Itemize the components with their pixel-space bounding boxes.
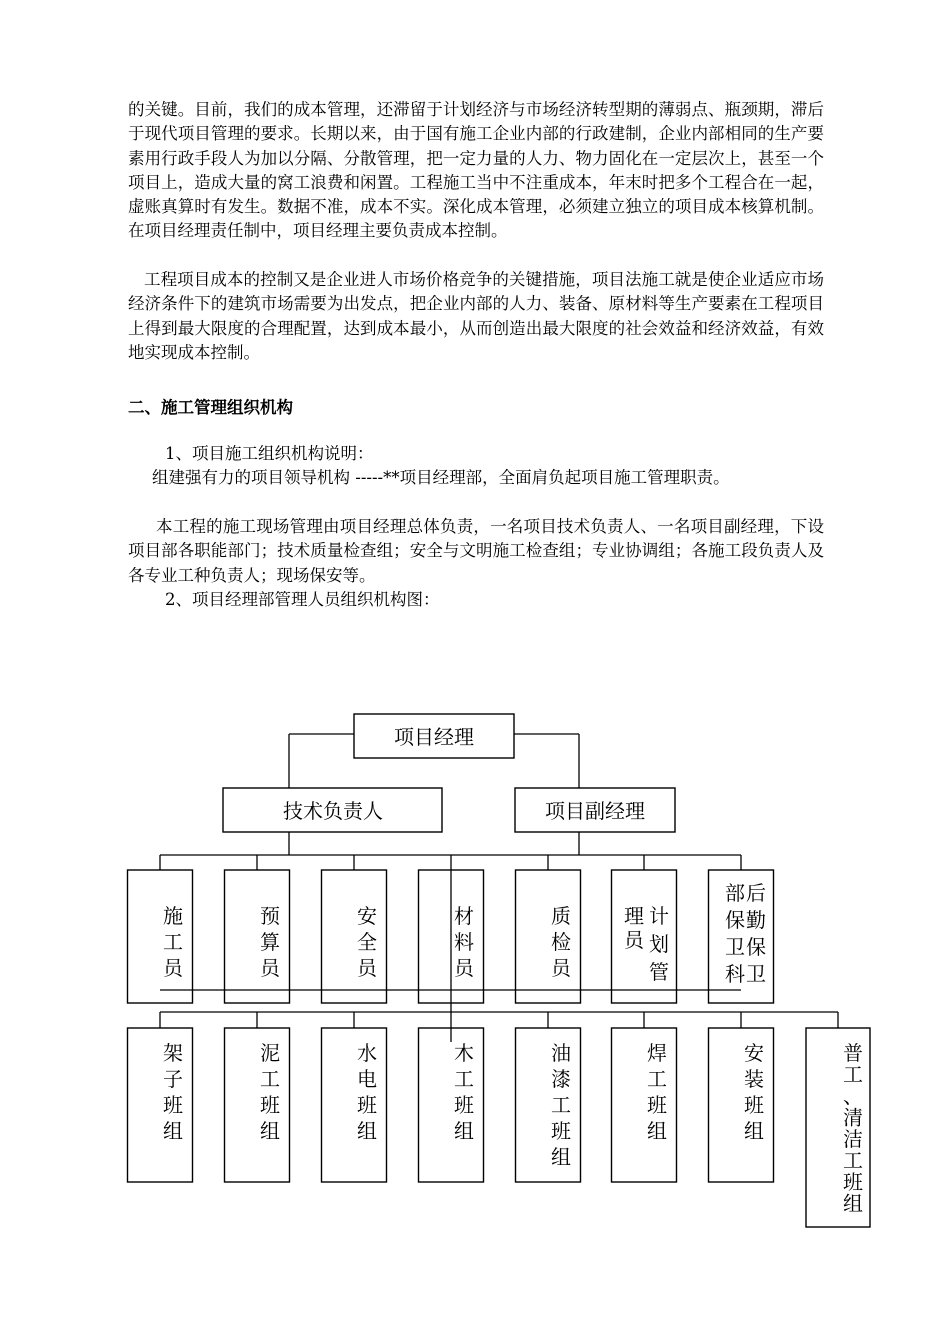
svg-text:划: 划	[649, 932, 669, 956]
label-staff-3	[357, 904, 379, 980]
svg-text:组: 组	[647, 1119, 667, 1143]
svg-text:工: 工	[454, 1067, 474, 1091]
svg-text:班: 班	[647, 1093, 667, 1117]
svg-text:架: 架	[163, 1041, 183, 1065]
svg-text:组: 组	[843, 1191, 863, 1216]
label-staff-7-a	[746, 881, 766, 986]
svg-text:班: 班	[357, 1093, 377, 1117]
svg-text:理: 理	[624, 904, 644, 928]
svg-text:组: 组	[163, 1119, 183, 1143]
svg-text:员: 员	[551, 956, 571, 980]
svg-text:部: 部	[725, 881, 745, 905]
svg-text:班: 班	[744, 1093, 764, 1117]
svg-text:科: 科	[725, 962, 745, 986]
list-item-1: 1、项目施工组织机构说明：	[165, 444, 374, 463]
svg-text:检: 检	[551, 930, 571, 954]
label-team-3	[357, 1041, 377, 1143]
body-paragraph-1: 的关键。目前，我们的成本管理，还滞留于计划经济与市场经济转型期的薄弱点、瓶颈期，滞后于现代项目管理的要求。长期以来，由于国有施工企业内部的行政建制，企业内部相同的生产要素用行政手段人为加以分隔、分散管理，把一定力量的人力、物力固化在一定层次上，甚至一个项目上，造成大量的窝工浪费和闲置。工程施工当中不注重成本，年末时把多个工程合在一起，虚账真算时有发生。数据不准，成本不实。深化成本管理，必须建立独立的项目成本核算机制。在项目经理责任制中，项目经理主要负责成本控制。	[128, 100, 824, 241]
svg-text:班: 班	[260, 1093, 280, 1117]
svg-text:材: 材	[454, 904, 474, 928]
svg-text:安: 安	[744, 1041, 764, 1065]
svg-text:料: 料	[454, 930, 474, 954]
svg-text:班: 班	[843, 1170, 863, 1194]
svg-text:质: 质	[551, 904, 571, 928]
svg-text:油: 油	[551, 1041, 571, 1065]
svg-text:卫: 卫	[746, 962, 766, 986]
svg-text:班: 班	[551, 1119, 571, 1143]
svg-text:勤: 勤	[746, 908, 766, 932]
svg-text:、: 、	[843, 1084, 863, 1108]
svg-text:计: 计	[649, 904, 669, 928]
svg-text:班: 班	[163, 1093, 183, 1117]
label-staff-4	[454, 904, 476, 980]
body-paragraph-2: 工程项目成本的控制又是企业进人市场价格竞争的关键措施，项目法施工就是使企业适应市场经济条件下的建筑市场需要为出发点，把企业内部的人力、装备、原材料等生产要素在工程项目上得到最大限度的合理配置，达到成本最小，从而创造出最大限度的社会效益和经济效益，有效地实现成本控制。	[128, 270, 824, 362]
section-paragraph-1: 组建强有力的项目领导机构 -----**项目经理部，全面肩负起项目施工管理职责。	[152, 468, 730, 487]
svg-text:装: 装	[744, 1067, 764, 1091]
svg-text:子: 子	[163, 1067, 183, 1091]
svg-text:工: 工	[551, 1093, 571, 1117]
label-staff-5	[551, 904, 573, 980]
svg-text:卫: 卫	[725, 935, 745, 959]
svg-text:普: 普	[843, 1041, 863, 1065]
svg-text:组: 组	[454, 1119, 474, 1143]
svg-text:组: 组	[260, 1119, 280, 1143]
label-team-5	[551, 1041, 571, 1169]
svg-text:组: 组	[551, 1145, 571, 1169]
svg-text:员: 员	[624, 928, 644, 952]
svg-text:保: 保	[746, 935, 766, 959]
svg-text:保: 保	[725, 908, 745, 932]
label-team-8	[843, 1041, 863, 1216]
label-staff-7-b	[725, 881, 745, 986]
svg-text:管: 管	[649, 960, 669, 984]
label-team-6	[647, 1041, 667, 1143]
label-staff-6-a	[649, 904, 669, 984]
svg-text:工: 工	[843, 1148, 863, 1173]
svg-text:员: 员	[454, 956, 474, 980]
svg-text:工: 工	[163, 930, 183, 954]
label-staff-2	[260, 904, 282, 980]
svg-text:清: 清	[843, 1105, 863, 1130]
svg-text:洁: 洁	[843, 1127, 863, 1151]
label-staff-6-b	[624, 904, 646, 952]
label-team-4	[454, 1041, 474, 1143]
svg-text:工: 工	[260, 1067, 280, 1091]
svg-text:工: 工	[647, 1067, 667, 1091]
list-item-2: 2、项目经理部管理人员组织机构图：	[165, 590, 440, 609]
label-technical-lead: 技术负责人	[283, 799, 383, 823]
svg-text:员: 员	[357, 956, 377, 980]
svg-text:施: 施	[163, 904, 183, 928]
svg-text:算: 算	[260, 930, 280, 954]
label-team-1	[163, 1041, 183, 1143]
svg-text:漆: 漆	[551, 1067, 571, 1091]
svg-text:工: 工	[843, 1062, 863, 1087]
section-paragraph-2: 本工程的施工现场管理由项目经理总体负责，一名项目技术负责人、一名项目副经理，下设项目部各职能部门；技术质量检查组；安全与文明施工检查组；专业协调组；各施工段负责人及各专业工种负责人；现场保安等。	[128, 517, 824, 585]
svg-text:全: 全	[357, 930, 377, 954]
svg-text:组: 组	[357, 1119, 377, 1143]
svg-text:后: 后	[746, 881, 766, 905]
svg-text:焊: 焊	[647, 1041, 667, 1065]
svg-text:木: 木	[454, 1041, 474, 1065]
label-project-manager: 项目经理	[394, 725, 474, 749]
svg-text:泥: 泥	[260, 1041, 280, 1065]
svg-text:预: 预	[260, 904, 280, 928]
label-staff-1	[163, 904, 185, 980]
svg-text:班: 班	[454, 1093, 474, 1117]
svg-text:员: 员	[163, 956, 183, 980]
svg-text:水: 水	[357, 1041, 377, 1065]
label-team-7	[744, 1041, 764, 1143]
label-deputy-manager: 项目副经理	[545, 799, 645, 823]
section-heading: 二、施工管理组织机构	[128, 398, 293, 417]
svg-text:组: 组	[744, 1119, 764, 1143]
svg-text:电: 电	[357, 1067, 377, 1091]
svg-text:安: 安	[357, 904, 377, 928]
svg-text:员: 员	[260, 956, 280, 980]
label-team-2	[260, 1041, 280, 1143]
